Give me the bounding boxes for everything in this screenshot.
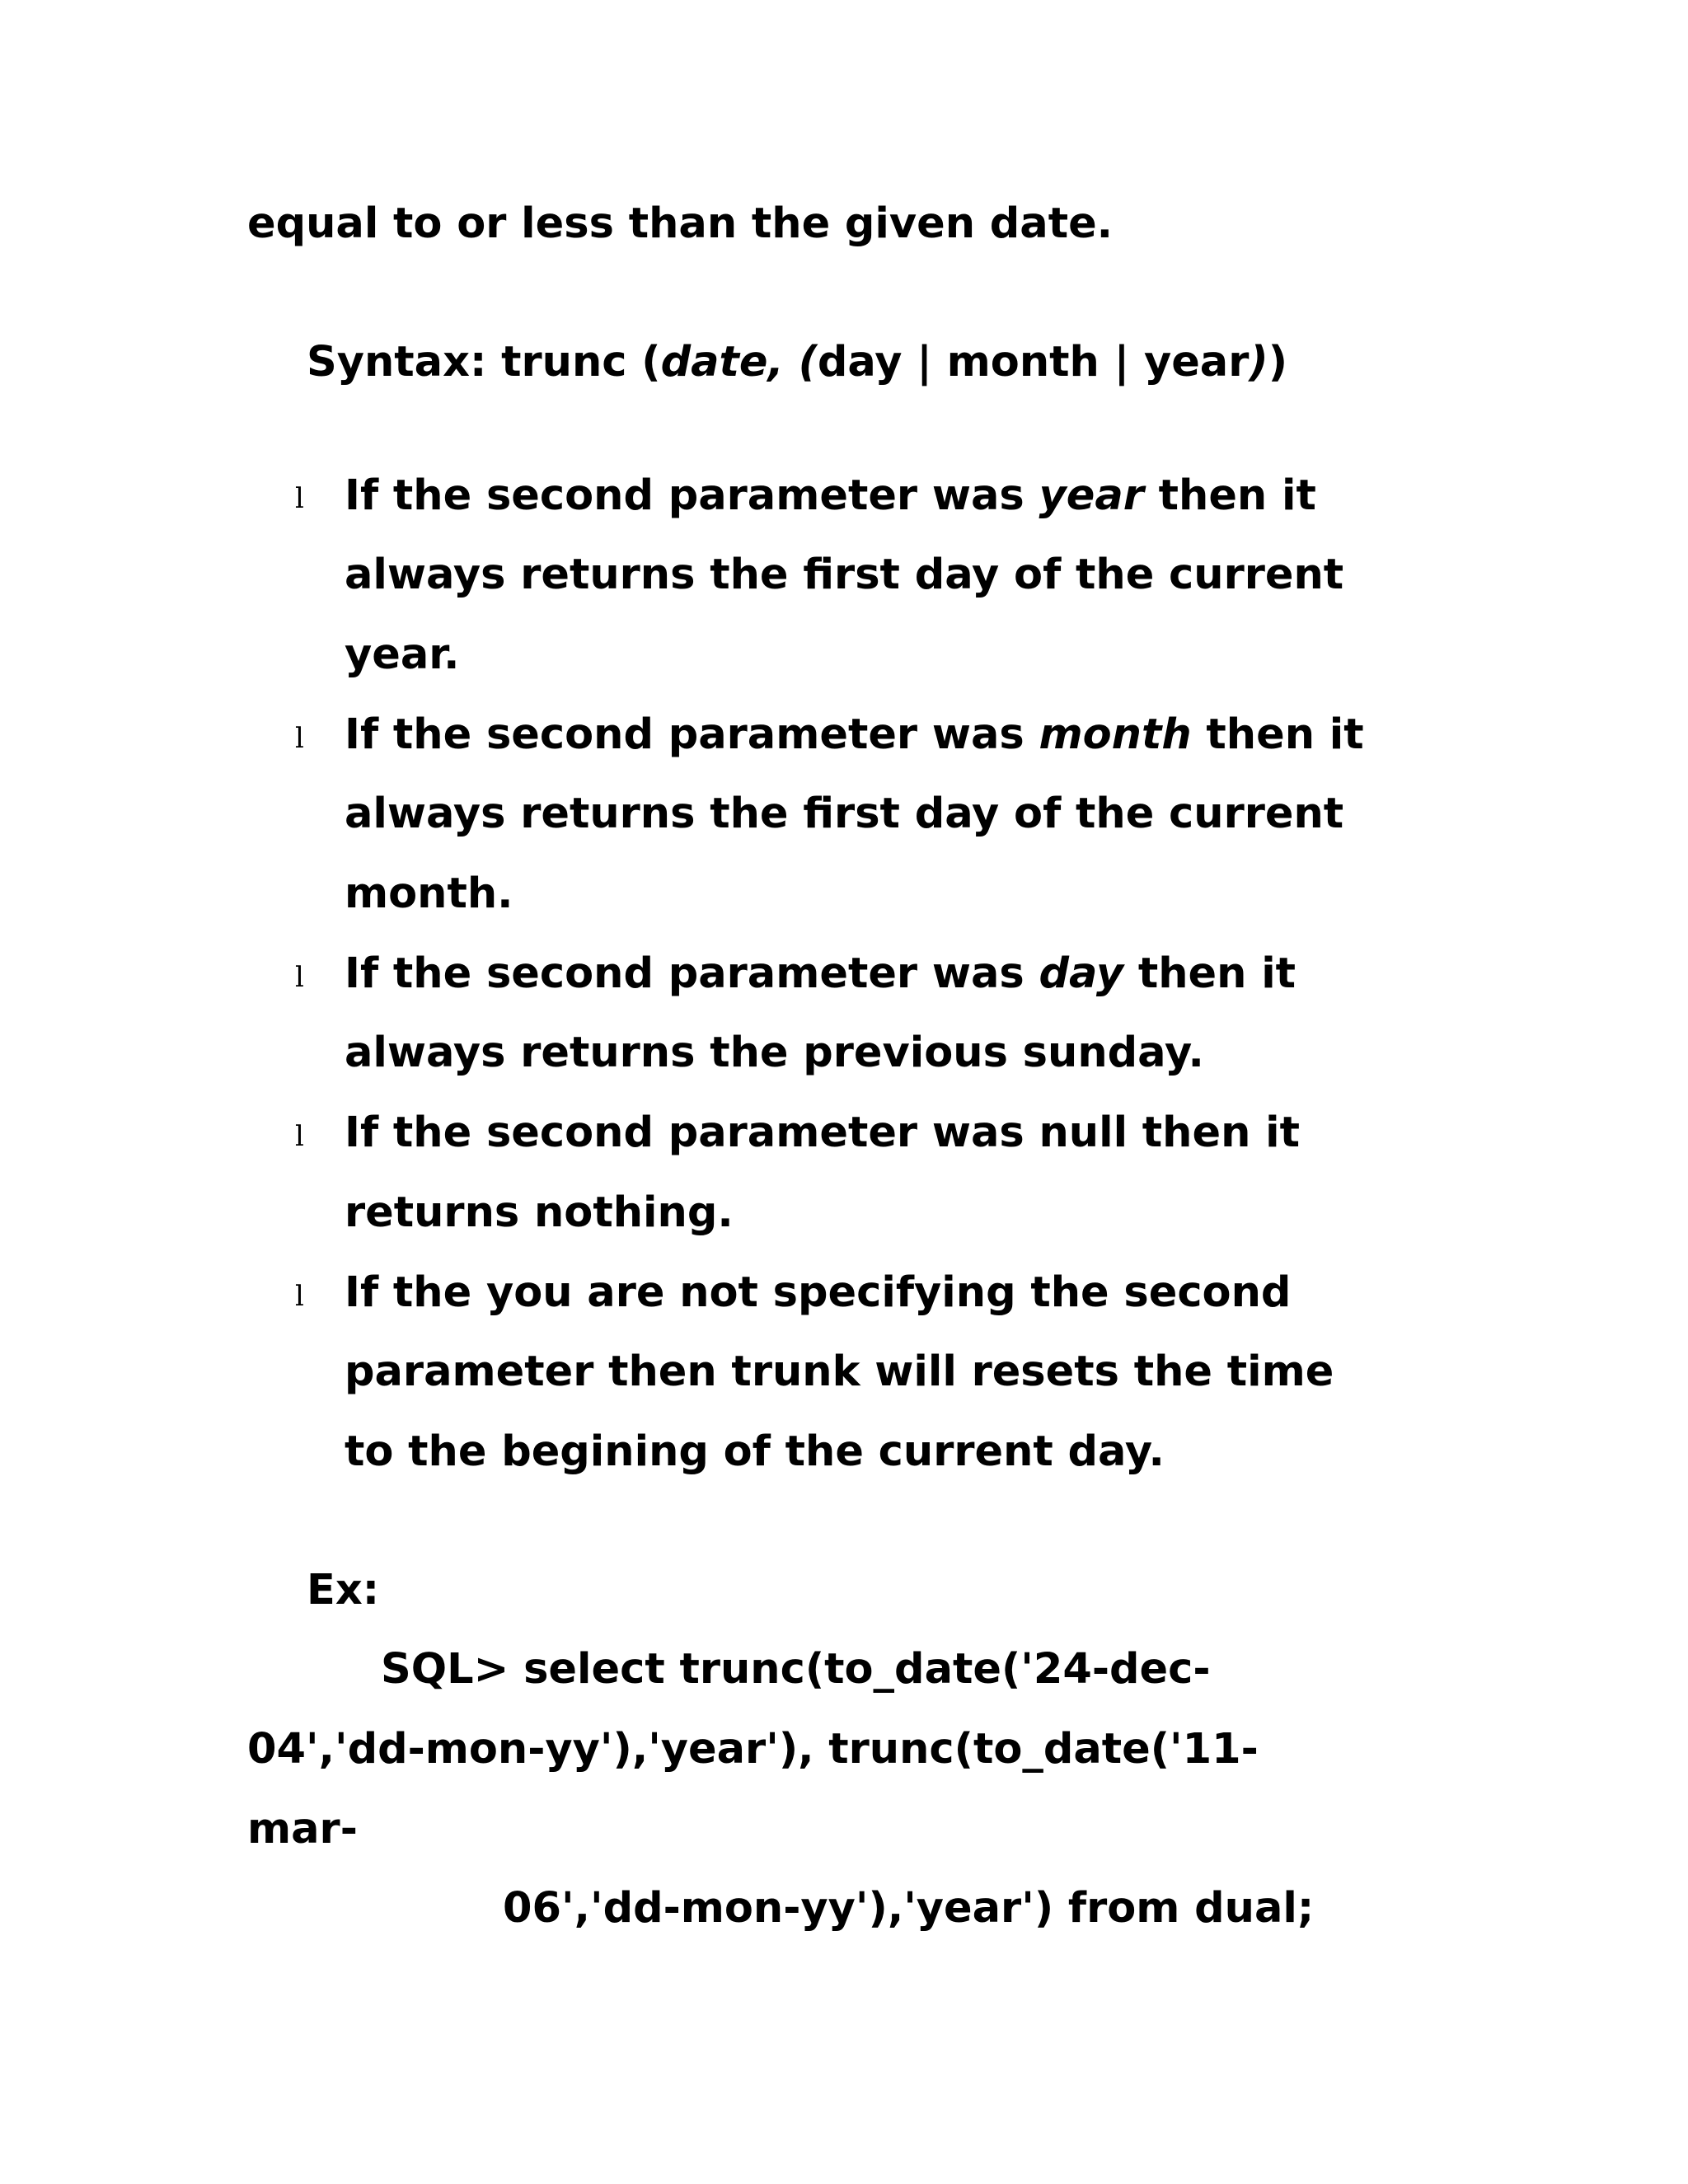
list-item-emphasis: day: [1039, 949, 1124, 998]
syntax-prefix: Syntax: trunc (: [307, 338, 661, 387]
list-item-5-line-3: to the begining of the current day.: [345, 1427, 1165, 1476]
list-item-text: If the second parameter was: [345, 471, 1039, 520]
bullet-icon: l: [295, 722, 304, 755]
list-item-3-line-1: [345, 949, 1296, 999]
bullet-icon: l: [295, 482, 304, 515]
list-item-3-line-2: always returns the previous sunday.: [345, 1029, 1204, 1077]
bullet-icon: l: [295, 1120, 304, 1153]
syntax-line: [307, 338, 1287, 387]
list-item-2-line-2: always returns the first day of the current: [345, 790, 1344, 838]
list-item-text: then it: [1143, 471, 1316, 520]
syntax-date-arg: date, (: [660, 338, 818, 387]
list-item-2-line-3: month.: [345, 869, 513, 918]
lead-paragraph: equal to or less than the given date.: [247, 199, 1114, 248]
code-line-3: mar-: [247, 1805, 358, 1854]
example-label: Ex:: [307, 1566, 380, 1615]
list-item-text: then it: [1191, 710, 1364, 759]
list-item-5-line-1: If the you are not specifying the second: [345, 1268, 1292, 1317]
syntax-close-italic: ): [1249, 338, 1268, 387]
list-item-1-line-3: year.: [345, 630, 460, 679]
list-item-1-line-1: [345, 471, 1316, 521]
list-item-2-line-1: [345, 710, 1364, 760]
list-item-4-line-2: returns nothing.: [345, 1188, 734, 1237]
list-item-text: If the second parameter was: [345, 710, 1039, 759]
code-line-1: SQL> select trunc(to_date('24-dec-: [381, 1645, 1211, 1694]
list-item-4-line-1: If the second parameter was null then it: [345, 1108, 1301, 1157]
code-line-4: 06','dd-mon-yy'),'year') from dual;: [503, 1884, 1315, 1933]
syntax-close: ): [1268, 338, 1287, 387]
code-line-2: 04','dd-mon-yy'),'year'), trunc(to_date('11-: [247, 1725, 1259, 1774]
list-item-1-line-2: always returns the first day of the current: [345, 551, 1344, 599]
bullet-icon: l: [295, 961, 304, 994]
bullet-icon: l: [295, 1280, 304, 1313]
list-item-5-line-2: parameter then trunk will resets the time: [345, 1347, 1334, 1396]
list-item-text: If the second parameter was: [345, 949, 1039, 998]
list-item-text: then it: [1123, 949, 1296, 998]
syntax-options: day | month | year: [817, 338, 1250, 387]
list-item-emphasis: month: [1039, 710, 1192, 759]
list-item-emphasis: year: [1039, 471, 1144, 520]
